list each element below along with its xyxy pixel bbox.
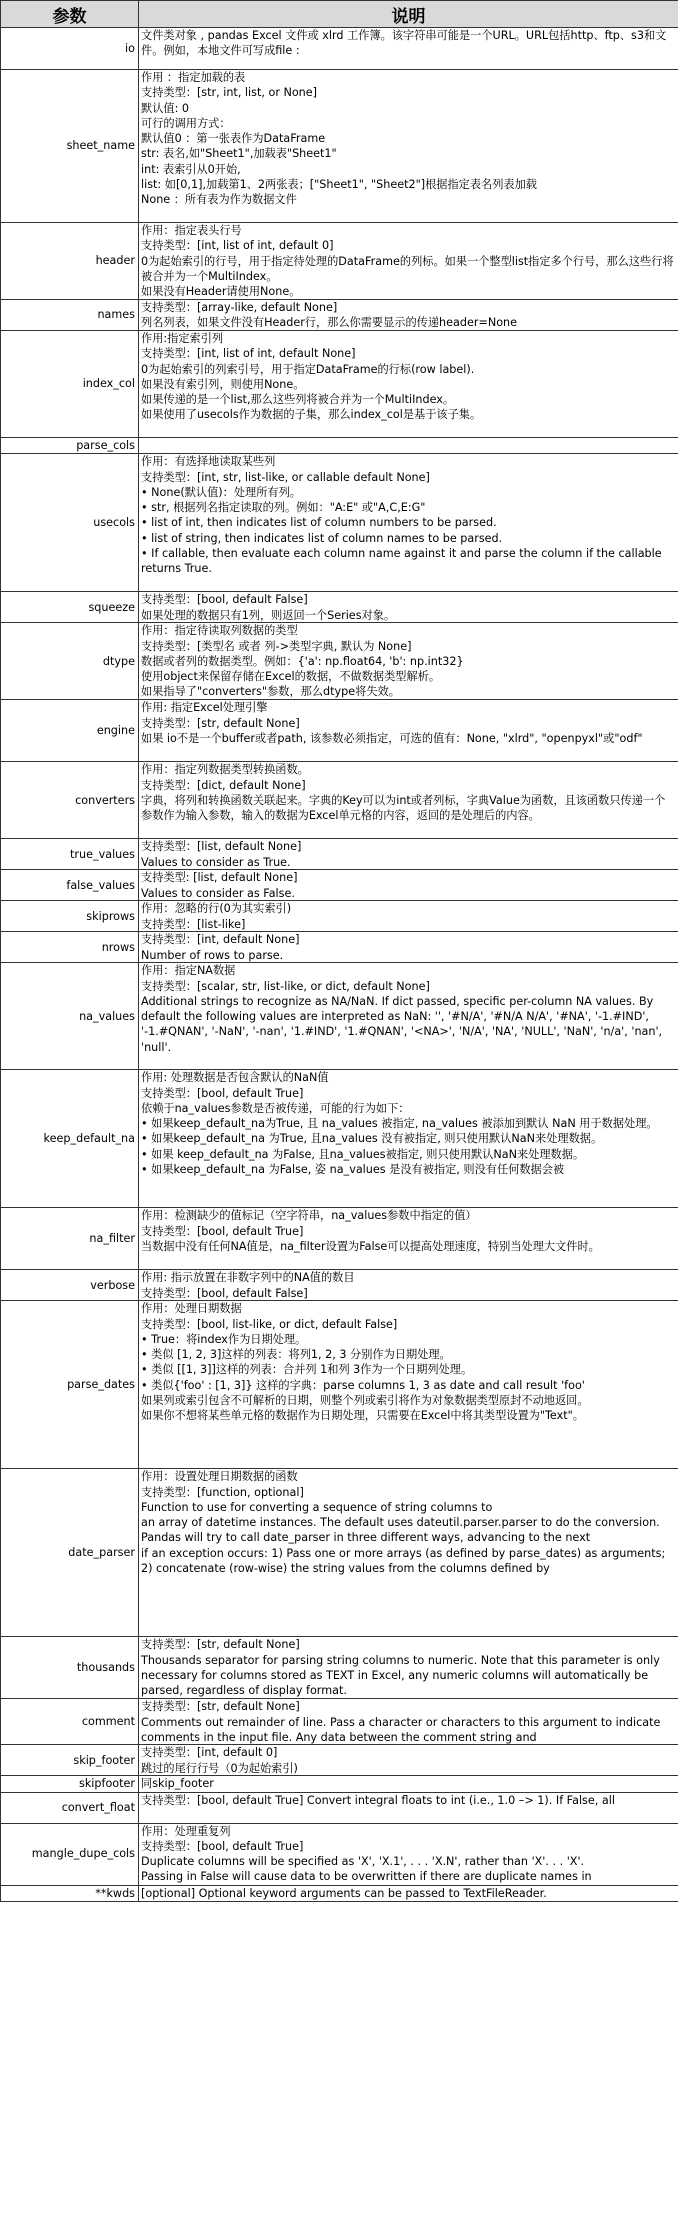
- description-line: 文件类对象 , pandas Excel 文件或 xlrd 工作簿。该字符串可能是一个URL。URL包括http、ftp、s3和文件。例如，本地文件可写成file :: [141, 29, 667, 58]
- description-line: 支持类型: [list, default None]: [141, 871, 298, 885]
- description-line: 支持类型：[str, default None]: [141, 1700, 300, 1714]
- table-row: [1, 1270, 678, 1301]
- param-description: [139, 1270, 678, 1301]
- param-description: [139, 1208, 678, 1270]
- param-description: [139, 1699, 678, 1745]
- description-line: Values to consider as False.: [141, 886, 295, 900]
- description-line: 支持类型：[list, default None]: [141, 840, 302, 854]
- description-line: 如果没有索引列，则使用None。: [141, 377, 305, 391]
- table-row: [1, 762, 678, 839]
- param-description: [139, 1745, 678, 1776]
- description-line: Additional strings to recognize as NA/NaN. If dict passed, specific per-column NA values. By default the following values are interpreted as NaN: '', '#N/A', '#N/A N/A', '#NA', '-1.#IND', '-1.#QNAN', '-NaN', '-nan', '1.#IND', '1.#QNAN', '<NA>', 'N/A', 'NA', 'NULL', 'NaN', 'n/a', 'nan', 'null'.: [141, 994, 663, 1054]
- table-row: [1, 300, 678, 331]
- table-row: [1, 1301, 678, 1469]
- param-name: comment: [1, 1699, 139, 1745]
- description-line: [optional] Optional keyword arguments can be passed to TextFileReader.: [141, 1886, 547, 1900]
- param-description: [139, 1823, 678, 1885]
- description-line: 作用：处理日期数据: [141, 1302, 242, 1316]
- param-name: parse_dates: [1, 1301, 139, 1469]
- description-line: 支持类型：[bool, default True]: [141, 1224, 304, 1238]
- table-row: [1, 932, 678, 963]
- description-line: 作用：指定NA数据: [141, 964, 236, 978]
- param-description: [139, 28, 678, 70]
- param-name: date_parser: [1, 1469, 139, 1637]
- description-line: 作用: 指示放置在非数字列中的NA值的数目: [141, 1271, 355, 1285]
- description-line: 作用：指定待读取列数据的类型: [141, 624, 298, 638]
- param-name: engine: [1, 700, 139, 762]
- param-name: na_values: [1, 963, 139, 1070]
- description-line: • 类似 [1, 2, 3]这样的列表：将列1, 2, 3 分别作为日期处理。: [141, 1348, 451, 1362]
- param-description: [139, 223, 678, 300]
- description-line: 可行的调用方式：: [141, 116, 231, 130]
- description-line: 支持类型：[int, str, list-like, or callable default None]: [141, 470, 430, 484]
- description-line: 支持类型：[array-like, default None]: [141, 301, 338, 314]
- param-name: thousands: [1, 1637, 139, 1699]
- description-line: 如果你不想将某些单元格的数据作为日期处理，只需要在Excel中将其类型设置为"Text"。: [141, 1409, 584, 1423]
- description-line: 支持类型：[bool, default False]: [141, 1286, 308, 1300]
- description-line: 0为起始索引的列索引号，用于指定DataFrame的行标(row label).: [141, 362, 475, 376]
- param-description: [139, 331, 678, 438]
- param-name: names: [1, 300, 139, 331]
- description-line: • list of int, then indicates list of column numbers to be parsed.: [141, 516, 497, 530]
- description-line: • 类似{'foo' : [1, 3]} 这样的字典：parse columns 1, 3 as date and call result 'foo': [141, 1378, 585, 1392]
- table-row: [1, 454, 678, 592]
- description-line: 作用：指定表头行号: [141, 224, 242, 237]
- description-line: 支持类型：[list-like]: [141, 917, 246, 931]
- table-row: [1, 700, 678, 762]
- description-line: 支持类型：[bool, list-like, or dict, default False]: [141, 1317, 398, 1331]
- param-name: sheet_name: [1, 70, 139, 223]
- param-description: [139, 839, 678, 870]
- param-name: squeeze: [1, 592, 139, 623]
- param-name: verbose: [1, 1270, 139, 1301]
- table-row: [1, 901, 678, 932]
- param-name: keep_default_na: [1, 1070, 139, 1208]
- description-line: 支持类型：[str, int, list, or None]: [141, 86, 318, 100]
- description-line: 作用：检测缺少的值标记（空字符串，na_values参数中指定的值）: [141, 1209, 477, 1223]
- description-line: • 如果keep_default_na 为True, 且na_values 没有被指定, 则只使用默认NaN来处理数据。: [141, 1132, 603, 1146]
- description-line: 默认值0 ：第一张表作为DataFrame: [141, 132, 326, 146]
- param-description: [139, 700, 678, 762]
- description-line: 作用:指定索引列: [141, 332, 224, 345]
- table-row: [1, 1745, 678, 1776]
- table-row: [1, 1792, 678, 1823]
- description-line: None ：所有表为作为数据文件: [141, 193, 297, 207]
- description-line: • 类似 [[1, 3]]这样的列表：合并列 1和列 3作为一个日期列处理。: [141, 1363, 473, 1377]
- description-line: 支持类型：[bool, default True]: [141, 1086, 304, 1100]
- description-line: 当数据中没有任何NA值是，na_filter设置为False可以提高处理速度，特别当处理大文件时。: [141, 1239, 600, 1253]
- description-line: Passing in False will cause data to be overwritten if there are duplicate names in: [141, 1870, 592, 1884]
- table-row: [1, 438, 678, 454]
- description-line: 字典，将列和转换函数关联起来。字典的Key可以为int或者列标，字典Value为函数，且该函数只传递一个参数作为输入参数，输入的数据为Excel单元格的内容，返回的是处理后的内容。: [141, 793, 666, 823]
- param-name: convert_float: [1, 1792, 139, 1823]
- description-line: 作用：处理重复列: [141, 1824, 231, 1838]
- table-body: [1, 28, 678, 1902]
- description-line: int: 表索引从0开始,: [141, 162, 241, 176]
- table-row: [1, 1070, 678, 1208]
- param-description: [139, 932, 678, 963]
- description-line: Thousands separator for parsing string columns to numeric. Note that this parameter is only necessary for columns stored as TEXT in Excel, any numeric columns will automatically be parsed, regardless of display format.: [141, 1653, 660, 1698]
- description-line: 跳过的尾行行号（0为起始索引): [141, 1761, 298, 1775]
- description-line: 支持类型：[bool, default True] Convert integral floats to int (i.e., 1.0 –> 1). If False, all: [141, 1793, 615, 1807]
- table-row: [1, 28, 678, 70]
- description-line: 依赖于na_values参数是否被传递，可能的行为如下：: [141, 1101, 410, 1115]
- table-row: [1, 223, 678, 300]
- param-name: dtype: [1, 623, 139, 700]
- description-line: str: 表名,如"Sheet1",加载表"Sheet1": [141, 147, 337, 161]
- header-param: 参数: [1, 1, 139, 28]
- description-line: 支持类型：[str, default None]: [141, 716, 300, 730]
- table-row: [1, 963, 678, 1070]
- param-description: [139, 1070, 678, 1208]
- description-line: 支持类型：[function, optional]: [141, 1485, 304, 1499]
- description-line: Duplicate columns will be specified as 'X', 'X.1', . . . 'X.N', rather than 'X'. . . 'X'.: [141, 1855, 585, 1869]
- description-line: 支持类型：[int, default None]: [141, 933, 300, 947]
- param-name: nrows: [1, 932, 139, 963]
- description-line: 作用：设置处理日期数据的函数: [141, 1470, 298, 1484]
- description-line: 默认值: 0: [141, 101, 190, 115]
- table-row: [1, 839, 678, 870]
- param-description: [139, 1776, 678, 1792]
- param-description: [139, 1885, 678, 1901]
- description-line: 如果使用了usecols作为数据的子集，那么index_col是基于该子集。: [141, 408, 482, 422]
- param-name: io: [1, 28, 139, 70]
- param-name: false_values: [1, 870, 139, 901]
- description-line: 如果处理的数据只有1列，则返回一个Series对象。: [141, 608, 396, 622]
- description-line: 数据或者列的数据类型。例如：{'a': np.float64, 'b': np.int32}: [141, 654, 464, 668]
- description-line: • 如果keep_default_na为True, 且 na_values 被指定, na_values 被添加到默认 NaN 用于数据处理。: [141, 1117, 658, 1131]
- description-line: 使用object来保留存储在Excel的数据，不做数据类型解析。: [141, 670, 441, 684]
- description-line: 支持类型：[类型名 或者 列->类型字典, 默认为 None]: [141, 639, 412, 653]
- param-name: na_filter: [1, 1208, 139, 1270]
- description-line: 如果 io不是一个buffer或者path, 该参数必须指定，可选的值有：None, "xlrd", "openpyxl"或"odf": [141, 731, 643, 745]
- header-row: [1, 1, 678, 28]
- param-name: header: [1, 223, 139, 300]
- param-description: [139, 1637, 678, 1699]
- description-line: Number of rows to parse.: [141, 948, 284, 962]
- description-line: 支持类型：[bool, default False]: [141, 593, 308, 607]
- description-line: 作用：忽略的行(0为其实索引): [141, 902, 292, 916]
- table-row: [1, 623, 678, 700]
- description-line: Values to consider as True.: [141, 855, 291, 869]
- description-line: • None(默认值)：处理所有列。: [141, 485, 301, 499]
- param-description: [139, 963, 678, 1070]
- param-description: [139, 454, 678, 592]
- description-line: Function to use for converting a sequence of string columns to: [141, 1500, 493, 1514]
- description-line: 支持类型：[dict, default None]: [141, 778, 306, 792]
- param-name: true_values: [1, 839, 139, 870]
- table-row: [1, 1699, 678, 1745]
- param-description: [139, 438, 678, 454]
- description-line: 如果传递的是一个list,那么这些列将被合并为一个MultiIndex。: [141, 393, 455, 407]
- description-line: 作用：有选择地读取某些列: [141, 455, 276, 469]
- description-line: • 如果 keep_default_na 为False, 且na_values被指定, 则只使用默认NaN来处理数据。: [141, 1147, 585, 1161]
- description-line: 2) concatenate (row-wise) the string values from the columns defined by: [141, 1562, 550, 1576]
- param-description: [139, 870, 678, 901]
- table-row: [1, 1469, 678, 1637]
- param-name: **kwds: [1, 1885, 139, 1901]
- description-line: 如果没有Header请使用None。: [141, 285, 301, 299]
- description-line: 支持类型：[int, default 0]: [141, 1746, 278, 1760]
- description-line: • str, 根据列名指定读取的列。例如："A:E" 或"A,C,E:G": [141, 501, 426, 515]
- description-line: 支持类型：[int, list of int, default None]: [141, 347, 356, 361]
- description-line: 作用: 处理数据是否包含默认的NaN值: [141, 1071, 329, 1085]
- param-name: index_col: [1, 331, 139, 438]
- description-line: • 如果keep_default_na 为False, 姿 na_values 是没有被指定, 则没有任何数据会被: [141, 1163, 565, 1177]
- description-line: 0为起始索引的行号，用于指定待处理的DataFrame的列标。如果一个整型list指定多个行号，那么这些行将被合并为一个MultiIndex。: [141, 254, 674, 283]
- param-name: parse_cols: [1, 438, 139, 454]
- description-line: 作用: 指定Excel处理引擎: [141, 701, 268, 715]
- param-description: [139, 70, 678, 223]
- table-row: [1, 1885, 678, 1901]
- description-line: 支持类型：[str, default None]: [141, 1638, 300, 1652]
- header-desc: 说明: [139, 1, 678, 28]
- description-line: • True：将index作为日期处理。: [141, 1332, 307, 1346]
- param-name: skiprows: [1, 901, 139, 932]
- table-row: [1, 331, 678, 438]
- table-row: [1, 1776, 678, 1792]
- param-description: [139, 1469, 678, 1637]
- description-line: 支持类型：[bool, default True]: [141, 1839, 304, 1853]
- table-row: [1, 1637, 678, 1699]
- param-description: [139, 1792, 678, 1823]
- description-line: 如果指导了"converters"参数，那么dtype将失效。: [141, 685, 400, 699]
- table-row: [1, 1208, 678, 1270]
- description-line: Comments out remainder of line. Pass a character or characters to this argument to indicate comments in the input file. Any data between the comment string and: [141, 1715, 661, 1744]
- description-line: • list of string, then indicates list of column names to be parsed.: [141, 531, 503, 545]
- param-description: [139, 300, 678, 331]
- description-line: 作用 ：指定加载的表: [141, 71, 246, 84]
- param-name: mangle_dupe_cols: [1, 1823, 139, 1885]
- param-description: [139, 592, 678, 623]
- param-description: [139, 901, 678, 932]
- table-row: [1, 870, 678, 901]
- description-line: list: 如[0,1],加载第1、2两张表；["Sheet1", "Sheet2"]根据指定表名列表加载: [141, 178, 537, 192]
- param-description: [139, 762, 678, 839]
- table-row: [1, 70, 678, 223]
- description-line: • If callable, then evaluate each column name against it and parse the column if the callable returns True.: [141, 547, 662, 576]
- description-line: 同skip_footer: [141, 1777, 214, 1791]
- description-line: if an exception occurs: 1) Pass one or more arrays (as defined by parse_dates) as arguments;: [141, 1546, 666, 1560]
- description-line: 作用：指定列数据类型转换函数。: [141, 763, 309, 777]
- table-row: [1, 1823, 678, 1885]
- description-line: 如果列或索引包含不可解析的日期，则整个列或索引将作为对象数据类型原封不动地返回。: [141, 1394, 589, 1408]
- param-name: usecols: [1, 454, 139, 592]
- param-name: skip_footer: [1, 1745, 139, 1776]
- table-row: [1, 592, 678, 623]
- description-line: 支持类型：[int, list of int, default 0]: [141, 239, 334, 253]
- param-description: [139, 1301, 678, 1469]
- param-name: skipfooter: [1, 1776, 139, 1792]
- param-description: [139, 623, 678, 700]
- description-line: 支持类型：[scalar, str, list-like, or dict, default None]: [141, 979, 430, 993]
- description-line: 列名列表，如果文件没有Header行，那么你需要显示的传递header=None: [141, 316, 518, 330]
- description-line: an array of datetime instances. The default uses dateutil.parser.parser to do the conversion. Pandas will try to call date_parser in three different ways, advancing to the next: [141, 1516, 660, 1545]
- param-name: converters: [1, 762, 139, 839]
